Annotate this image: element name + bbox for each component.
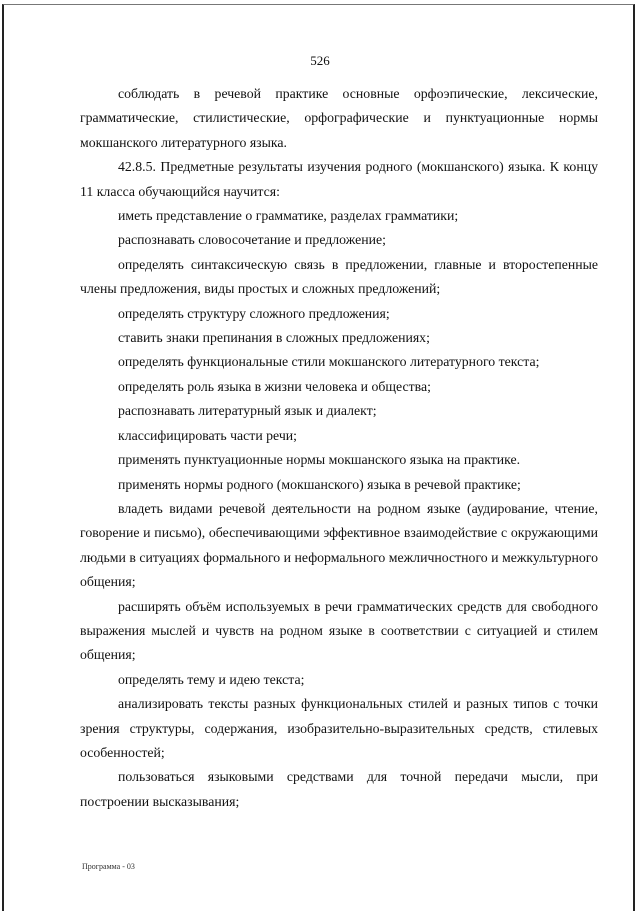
list-item: расширять объём используемых в речи грамматических средств для свободного выражения мыслей и чувств на родном языке в соответствии с ситуацией и стилем общения; [80, 598, 598, 663]
list-item: пользоваться языковыми средствами для точной передачи мысли, при построении высказывания; [80, 769, 598, 809]
list-item: применять нормы родного (мокшанского) языка в речевой практике; [118, 476, 521, 492]
list-item: определять роль языка в жизни человека и общества; [118, 378, 431, 394]
list-item: определять тему и идею текста; [118, 671, 305, 687]
list-item: определять структуру сложного предложения; [118, 305, 390, 321]
list-item: иметь представление о грамматике, разделах грамматики; [118, 208, 459, 224]
list-item: владеть видами речевой деятельности на родном языке (аудирование, чтение, говорение и письмо), обеспечивающими эффективное взаимодействие с окружающими людьми в ситуациях формального и неформального межличностного и межкультурного общения; [80, 500, 598, 590]
document-body [80, 82, 598, 814]
paragraph: 42.8.5. Предметные результаты изучения родного (мокшанского) языка. К концу 11 класса обучающийся научится: [80, 159, 598, 199]
list-item: анализировать тексты разных функциональных стилей и разных типов с точки зрения структуры, содержания, изобразительно-выразительных средств, стилевых особенностей; [80, 696, 598, 760]
list-item: распознавать словосочетание и предложение; [118, 232, 386, 248]
list-item: распознавать литературный язык и диалект; [118, 403, 377, 419]
paragraph: соблюдать в речевой практике основные орфоэпические, лексические, грамматические, стилистические, орфографические и пунктуационные нормы мокшанского литературного языка. [80, 86, 598, 150]
page-number: 526 [310, 53, 330, 68]
footer-program-mark: Программа - 03 [82, 862, 135, 871]
list-item: классифицировать части речи; [118, 427, 297, 443]
list-item: ставить знаки препинания в сложных предложениях; [118, 330, 430, 346]
list-item: определять функциональные стили мокшанского литературного текста; [118, 354, 540, 370]
list-item: применять пунктуационные нормы мокшанского языка на практике. [118, 452, 521, 468]
list-item: определять синтаксическую связь в предложении, главные и второстепенные члены предложения, виды простых и сложных предложений; [80, 256, 598, 297]
